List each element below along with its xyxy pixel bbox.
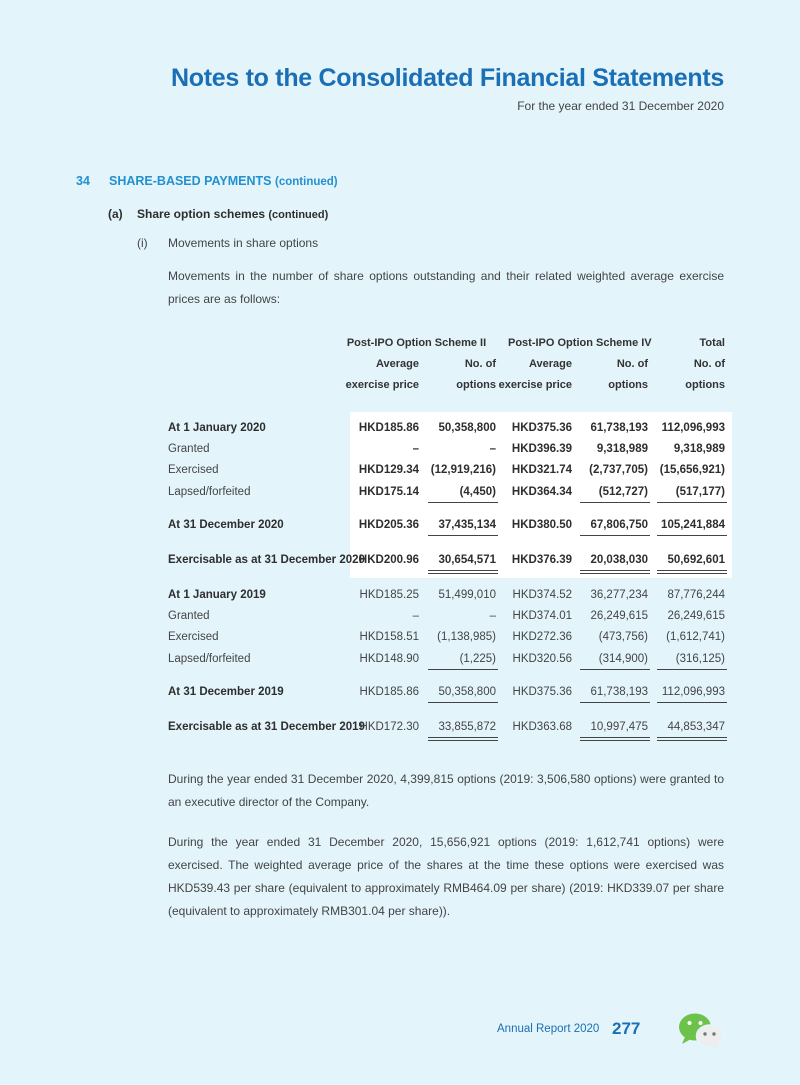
table-cell: 37,435,134 bbox=[438, 519, 496, 531]
row-label: At 1 January 2020 bbox=[168, 422, 266, 434]
table-cell: (1,138,985) bbox=[437, 631, 496, 643]
row-label: Lapsed/forfeited bbox=[168, 486, 251, 498]
table-cell: (314,900) bbox=[598, 653, 648, 665]
table-cell: 51,499,010 bbox=[438, 589, 496, 601]
table-cell: HKD380.50 bbox=[511, 519, 572, 531]
rule-line bbox=[428, 669, 498, 670]
subsubsection-title: Movements in share options bbox=[168, 236, 319, 250]
table-cell: (473,756) bbox=[598, 631, 648, 643]
subsection-title: Share option schemes bbox=[137, 207, 266, 221]
row-label: Exercised bbox=[168, 464, 219, 476]
page-subtitle: For the year ended 31 December 2020 bbox=[517, 99, 724, 113]
paragraph-exercised: During the year ended 31 December 2020, 15,656,921 options (2019: 1,612,741 options) were exercised. The weighted average price of the shares at the time these options were exercised was HKD539.43 per share (equivalent to approximately RMB464.09 per share) (2019: HKD339.07 per share (equivalent to approximately RMB301.04 per share)). bbox=[168, 835, 724, 918]
rule-line bbox=[428, 740, 498, 741]
table-cell: 87,776,244 bbox=[667, 589, 725, 601]
subsection-heading bbox=[108, 207, 328, 221]
subsubsection-heading bbox=[137, 236, 318, 250]
table-cell: 26,249,615 bbox=[590, 610, 648, 622]
column-header: No. of bbox=[464, 358, 496, 370]
table-cell: 36,277,234 bbox=[590, 589, 648, 601]
subsection-number: (a) bbox=[108, 207, 123, 221]
rule-line bbox=[657, 740, 727, 741]
table-cell: 105,241,884 bbox=[661, 519, 725, 531]
rule-line bbox=[657, 535, 727, 536]
rule-line bbox=[428, 502, 498, 503]
column-header: No. of bbox=[693, 358, 725, 370]
rule-line bbox=[428, 535, 498, 536]
rule-line bbox=[657, 702, 727, 703]
table-cell: HKD364.34 bbox=[511, 486, 572, 498]
row-label: At 31 December 2019 bbox=[168, 686, 284, 698]
table-cell: HKD148.90 bbox=[359, 653, 419, 665]
table-cell: HKD185.25 bbox=[359, 589, 419, 601]
rule-line bbox=[657, 737, 727, 738]
rule-line bbox=[580, 502, 650, 503]
table-cell: HKD363.68 bbox=[512, 721, 572, 733]
table-cell: (1,612,741) bbox=[666, 631, 725, 643]
table-cell: HKD375.36 bbox=[512, 686, 572, 698]
section-title: SHARE-BASED PAYMENTS bbox=[109, 174, 272, 188]
table-cell: HKD374.52 bbox=[512, 589, 572, 601]
rule-line bbox=[657, 573, 727, 574]
table-cell: – bbox=[489, 610, 496, 622]
table-cell: 112,096,993 bbox=[661, 686, 725, 698]
row-label: Exercisable as at 31 December 2020 bbox=[168, 554, 365, 566]
group-header: Post-IPO Option Scheme II bbox=[346, 337, 487, 349]
column-header: options bbox=[685, 379, 725, 391]
table-cell: 67,806,750 bbox=[590, 519, 648, 531]
column-header: Average bbox=[528, 358, 572, 370]
column-header: options bbox=[608, 379, 648, 391]
row-label: Exercised bbox=[168, 631, 219, 643]
section-continued: (continued) bbox=[275, 176, 338, 188]
subsection-continued: (continued) bbox=[268, 209, 329, 221]
row-label: Granted bbox=[168, 443, 210, 455]
section-number: 34 bbox=[76, 174, 90, 188]
table-cell: (1,225) bbox=[459, 653, 496, 665]
rule-line bbox=[580, 740, 650, 741]
paragraph-granted: During the year ended 31 December 2020, 4,399,815 options (2019: 3,506,580 options) were granted to an executive director of the Company. bbox=[168, 772, 724, 809]
rule-line bbox=[580, 535, 650, 536]
table-cell: HKD185.86 bbox=[359, 686, 419, 698]
rule-line bbox=[428, 573, 498, 574]
rule-line bbox=[428, 737, 498, 738]
column-header: Average bbox=[375, 358, 419, 370]
table-cell: HKD376.39 bbox=[511, 554, 572, 566]
table-cell: – bbox=[489, 443, 496, 455]
row-label: Granted bbox=[168, 610, 210, 622]
table-cell: (12,919,216) bbox=[430, 464, 496, 476]
table-cell: 50,358,800 bbox=[438, 686, 496, 698]
table-cell: 9,318,989 bbox=[673, 443, 725, 455]
table-cell: 33,855,872 bbox=[438, 721, 496, 733]
table-cell: HKD175.14 bbox=[358, 486, 419, 498]
table-cell: HKD200.96 bbox=[358, 554, 419, 566]
rule-line bbox=[580, 702, 650, 703]
section-heading bbox=[76, 174, 338, 188]
row-label: Lapsed/forfeited bbox=[168, 653, 251, 665]
group-header: Post-IPO Option Scheme IV bbox=[508, 337, 652, 349]
table-cell: (2,737,705) bbox=[589, 464, 648, 476]
wechat-logo-icon bbox=[676, 1010, 726, 1057]
table-cell: 50,692,601 bbox=[667, 554, 725, 566]
table-cell: HKD185.86 bbox=[358, 422, 419, 434]
page-number: 277 bbox=[612, 1019, 641, 1038]
row-label: At 31 December 2020 bbox=[168, 519, 284, 531]
table-cell: HKD129.34 bbox=[358, 464, 419, 476]
row-label: Exercisable as at 31 December 2019 bbox=[168, 721, 365, 733]
rule-line bbox=[580, 570, 650, 571]
column-header: options bbox=[456, 379, 496, 391]
rule-line bbox=[428, 570, 498, 571]
table-cell: (15,656,921) bbox=[659, 464, 725, 476]
table-cell: (4,450) bbox=[459, 486, 496, 498]
footer-report-title: Annual Report 2020 bbox=[497, 1023, 600, 1035]
table-cell: 112,096,993 bbox=[661, 422, 725, 434]
rule-line bbox=[580, 669, 650, 670]
rule-line bbox=[580, 573, 650, 574]
table-cell: HKD396.39 bbox=[511, 443, 572, 455]
table-cell: HKD321.74 bbox=[511, 464, 572, 476]
table-cell: – bbox=[412, 443, 419, 455]
table-cell: 20,038,030 bbox=[590, 554, 648, 566]
table-cell: 26,249,615 bbox=[667, 610, 725, 622]
table-cell: HKD158.51 bbox=[359, 631, 419, 643]
table-cell: 50,358,800 bbox=[438, 422, 496, 434]
table-cell: 44,853,347 bbox=[667, 721, 725, 733]
column-header: exercise price bbox=[345, 379, 419, 391]
page-title: Notes to the Consolidated Financial Statements bbox=[171, 64, 724, 92]
rule-line bbox=[657, 502, 727, 503]
table-cell: HKD374.01 bbox=[512, 610, 572, 622]
rule-line bbox=[657, 570, 727, 571]
column-header: exercise price bbox=[498, 379, 572, 391]
table-cell: 10,997,475 bbox=[590, 721, 648, 733]
row-label: At 1 January 2019 bbox=[168, 589, 266, 601]
table-cell: 61,738,193 bbox=[590, 422, 648, 434]
table-cell: – bbox=[412, 610, 419, 622]
table-cell: 30,654,571 bbox=[438, 554, 496, 566]
table-cell: HKD320.56 bbox=[512, 653, 572, 665]
rule-line bbox=[657, 669, 727, 670]
table-cell: 61,738,193 bbox=[590, 686, 648, 698]
intro-paragraph: Movements in the number of share options outstanding and their related weighted average exercise prices are as follows: bbox=[168, 269, 724, 306]
table-cell: (316,125) bbox=[675, 653, 725, 665]
rule-line bbox=[580, 737, 650, 738]
table-cell: HKD205.36 bbox=[358, 519, 419, 531]
column-header: No. of bbox=[616, 358, 648, 370]
table-cell: HKD375.36 bbox=[511, 422, 572, 434]
table-cell: (517,177) bbox=[675, 486, 725, 498]
table-cell: HKD172.30 bbox=[359, 721, 419, 733]
table-cell: (512,727) bbox=[598, 486, 648, 498]
table-cell: 9,318,989 bbox=[596, 443, 648, 455]
subsubsection-number: (i) bbox=[137, 236, 148, 250]
group-header: Total bbox=[699, 337, 725, 349]
rule-line bbox=[428, 702, 498, 703]
table-cell: HKD272.36 bbox=[512, 631, 572, 643]
